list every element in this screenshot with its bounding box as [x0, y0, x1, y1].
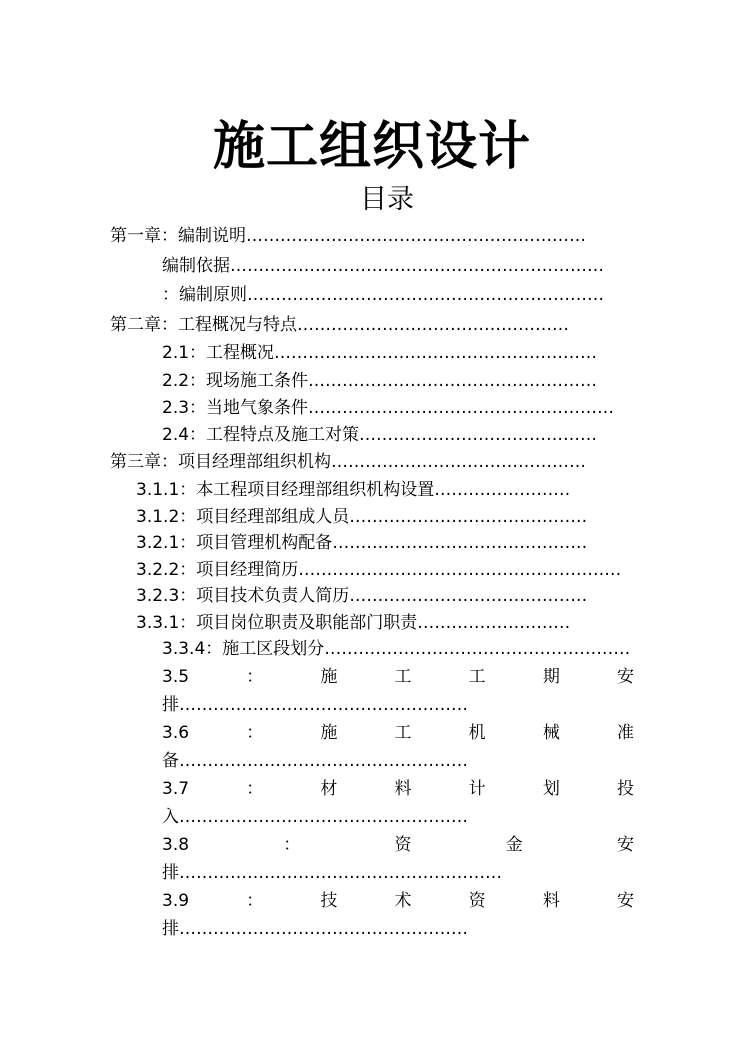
toc-entry-justified[interactable] — [162, 721, 634, 745]
toc-entry-title: 排 — [162, 695, 179, 715]
toc-entry-justified[interactable] — [162, 665, 634, 689]
toc-leader: …………………………………… — [359, 425, 598, 445]
toc-entry-title: 3.2.2：项目经理简历 — [136, 560, 299, 580]
toc-entry[interactable] — [110, 450, 632, 474]
toc-token: 工 — [394, 723, 412, 743]
toc-token: 料 — [394, 779, 412, 799]
toc-token: 金 — [505, 835, 523, 855]
toc-entry[interactable] — [136, 611, 636, 635]
toc-entry-title: 第二章：工程概况与特点 — [110, 315, 297, 335]
toc-token: 3.8 — [162, 835, 190, 855]
toc-leader: …………………………………………… — [179, 807, 468, 827]
toc-token: 施 — [320, 667, 338, 687]
toc-token: 安 — [616, 891, 634, 911]
toc-entry[interactable] — [136, 531, 636, 555]
toc-token: ： — [246, 723, 264, 743]
toc-entry-title: 编制依据 — [162, 256, 230, 276]
toc-entry[interactable] — [136, 558, 636, 582]
toc-token: 施 — [320, 723, 338, 743]
toc-entry[interactable] — [162, 283, 624, 307]
toc-entry-title: 排 — [162, 919, 179, 939]
toc-leader: ……………………………………………………… — [247, 285, 604, 305]
toc-token: ： — [246, 891, 264, 911]
toc-token: 料 — [542, 891, 560, 911]
toc-entry-title: 2.4：工程特点及施工对策 — [162, 425, 360, 445]
toc-entry-title: 排 — [162, 863, 179, 883]
toc-leader: …………………………………… — [349, 507, 588, 527]
toc-token: 技 — [320, 891, 338, 911]
toc-entry[interactable] — [162, 254, 624, 278]
toc-entry-justified[interactable] — [162, 833, 634, 857]
toc-leader: …………………………………… — [349, 586, 588, 606]
toc-token: 械 — [542, 723, 560, 743]
toc-entry[interactable] — [136, 505, 636, 529]
toc-token: 期 — [542, 667, 560, 687]
toc-entry-continuation[interactable] — [162, 749, 522, 773]
toc-entry-title: 3.1.2：项目经理部组成人员 — [136, 507, 350, 527]
toc-leader: …………………………………………… — [179, 919, 468, 939]
toc-entry-continuation[interactable] — [162, 861, 562, 885]
toc-token: 3.9 — [162, 891, 190, 911]
toc-entry[interactable] — [162, 423, 632, 447]
toc-heading: 目录 — [360, 184, 414, 215]
toc-leader: ………………………………………………… — [274, 343, 598, 363]
toc-entry-title: ：编制原则 — [162, 285, 247, 305]
toc-leader: …………………… — [434, 480, 571, 500]
toc-leader: ………………………………………………………… — [230, 256, 604, 276]
toc-leader: ……………………………………… — [331, 452, 586, 472]
toc-leader: ……………………………………………… — [324, 639, 631, 659]
toc-token: 工 — [468, 667, 486, 687]
toc-entry-title: 第一章：编制说明 — [110, 226, 246, 246]
toc-token: 术 — [394, 891, 412, 911]
toc-leader: …………………………………………… — [179, 695, 468, 715]
toc-token: 划 — [542, 779, 560, 799]
toc-leader: …………………………………………… — [179, 751, 468, 771]
toc-token: 安 — [616, 835, 634, 855]
toc-entry-title: 3.2.3：项目技术负责人简历 — [136, 586, 350, 606]
toc-token: 3.7 — [162, 779, 190, 799]
toc-token: 投 — [616, 779, 634, 799]
toc-token: ： — [283, 835, 301, 855]
toc-entry-justified[interactable] — [162, 777, 634, 801]
toc-entry[interactable] — [110, 313, 632, 337]
toc-entry[interactable] — [110, 224, 632, 248]
toc-token: 安 — [616, 667, 634, 687]
toc-leader: ………………………………………………… — [179, 863, 502, 883]
toc-entry-title: 2.3：当地气象条件 — [162, 398, 309, 418]
toc-leader: …………………………………………… — [308, 371, 598, 391]
toc-entry-title: 入 — [162, 807, 179, 827]
toc-entry[interactable] — [136, 584, 636, 608]
toc-token: 准 — [616, 723, 634, 743]
toc-token: 机 — [468, 723, 486, 743]
toc-entry-title: 3.3.1：项目岗位职责及职能部门职责 — [136, 613, 418, 633]
toc-entry-title: 3.3.4：施工区段划分 — [162, 639, 325, 659]
toc-token: 3.5 — [162, 667, 190, 687]
toc-token: ： — [246, 779, 264, 799]
toc-entry-title: 2.2：现场施工条件 — [162, 371, 309, 391]
toc-entry-title: 备 — [162, 751, 179, 771]
toc-entry[interactable] — [162, 637, 642, 661]
toc-entry-title: 第三章：项目经理部组织机构 — [110, 452, 331, 472]
toc-entry-continuation[interactable] — [162, 693, 522, 717]
toc-token: ： — [246, 667, 264, 687]
toc-leader: ……………………… — [417, 613, 571, 633]
toc-entry[interactable] — [136, 478, 636, 502]
toc-entry-justified[interactable] — [162, 889, 634, 913]
toc-token: 计 — [468, 779, 486, 799]
toc-leader: ………………………………………………… — [298, 560, 622, 580]
toc-entry-continuation[interactable] — [162, 917, 522, 941]
toc-entry[interactable] — [162, 396, 632, 420]
toc-entry[interactable] — [162, 341, 612, 365]
document-title: 施工组织设计 — [212, 116, 531, 177]
toc-leader: ……………………………………… — [332, 533, 588, 553]
toc-token: 3.6 — [162, 723, 190, 743]
toc-token: 工 — [394, 667, 412, 687]
toc-leader: ……………………………………………… — [308, 398, 615, 418]
toc-token: 资 — [394, 835, 412, 855]
toc-entry-title: 2.1：工程概况 — [162, 343, 275, 363]
toc-entry-continuation[interactable] — [162, 805, 522, 829]
toc-entry[interactable] — [162, 369, 612, 393]
toc-leader: …………………………………………………… — [246, 226, 586, 246]
toc-entry-title: 3.1.1：本工程项目经理部组织机构设置 — [136, 480, 435, 500]
toc-token: 资 — [468, 891, 486, 911]
toc-leader: ………………………………………… — [297, 315, 569, 335]
toc-token: 材 — [320, 779, 338, 799]
toc-entry-title: 3.2.1：项目管理机构配备 — [136, 533, 333, 553]
